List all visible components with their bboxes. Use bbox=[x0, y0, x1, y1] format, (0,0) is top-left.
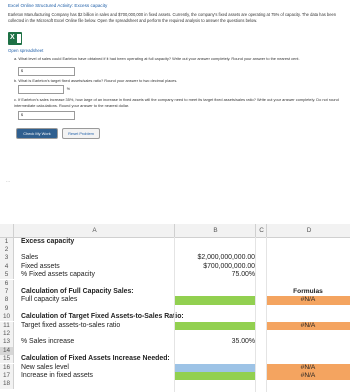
cell-a[interactable]: Calculation of Target Fixed Assets-to-Sales Ratio: bbox=[21, 313, 184, 321]
reset-problem-button[interactable]: Reset Problem bbox=[62, 128, 100, 139]
cell-d[interactable] bbox=[266, 263, 350, 271]
cell-a[interactable]: Full capacity sales bbox=[21, 296, 78, 304]
sheet-row bbox=[0, 288, 350, 296]
answer-b-suffix: % bbox=[66, 86, 70, 91]
cell-b[interactable] bbox=[174, 246, 255, 254]
cell-d[interactable] bbox=[266, 238, 350, 246]
cell-b[interactable] bbox=[174, 380, 255, 388]
row-number[interactable]: 2 bbox=[0, 246, 14, 254]
cell-b[interactable] bbox=[174, 238, 255, 246]
row-number[interactable]: 10 bbox=[0, 313, 14, 321]
cell-b[interactable] bbox=[174, 296, 255, 304]
grid-line bbox=[266, 237, 267, 392]
cell-b[interactable] bbox=[174, 288, 255, 296]
cell-d[interactable] bbox=[266, 338, 350, 346]
row-number[interactable]: 1 bbox=[0, 238, 14, 246]
row-number[interactable]: 16 bbox=[0, 364, 14, 372]
cell-b[interactable]: 75.00% bbox=[231, 271, 255, 279]
sheet-row bbox=[0, 372, 350, 380]
cell-a[interactable]: Fixed assets bbox=[21, 262, 60, 270]
answer-b-input[interactable] bbox=[18, 85, 70, 94]
row-number[interactable]: 13 bbox=[0, 338, 14, 346]
sheet-row bbox=[0, 355, 350, 363]
sheet-row bbox=[0, 305, 350, 313]
cell-d[interactable] bbox=[266, 330, 350, 338]
cell-d[interactable] bbox=[266, 355, 350, 363]
cell-b[interactable] bbox=[174, 305, 255, 313]
cell-d[interactable]: #N/A bbox=[266, 322, 350, 330]
question-a: a. What level of sales could Earleton have obtained if it had been operating at full capacity? Write out your answer completely. Round your answer to the nearest cent. bbox=[14, 56, 300, 61]
cell-b[interactable] bbox=[174, 322, 255, 330]
row-number[interactable]: 17 bbox=[0, 372, 14, 380]
cell-d[interactable] bbox=[266, 313, 350, 321]
sheet-row bbox=[0, 347, 350, 355]
column-header-a[interactable]: A bbox=[13, 224, 175, 237]
answer-c-input[interactable] bbox=[18, 111, 75, 120]
sheet-row bbox=[0, 380, 350, 388]
row-number[interactable]: 18 bbox=[0, 380, 14, 388]
answer-a-input[interactable] bbox=[18, 67, 75, 76]
cell-b[interactable] bbox=[174, 355, 255, 363]
sheet-row bbox=[0, 254, 350, 262]
row-number[interactable]: 9 bbox=[0, 305, 14, 313]
cell-a[interactable]: Excess capacity bbox=[21, 237, 75, 245]
cell-d[interactable] bbox=[266, 254, 350, 262]
excel-logo-icon[interactable]: X bbox=[8, 32, 22, 45]
cell-b[interactable] bbox=[174, 372, 255, 380]
cell-a[interactable]: Calculation of Full Capacity Sales: bbox=[21, 287, 134, 295]
column-headers bbox=[0, 224, 350, 238]
grid-line bbox=[174, 237, 175, 392]
cell-d[interactable] bbox=[266, 305, 350, 313]
cell-b[interactable] bbox=[174, 364, 255, 372]
question-c: c. If Earleton's sales increase 35%, how large of an increase in fixed assets will the company need to meet its target fixed assets/sales ratio? Write out your answer completely. Do not round intermediate calculations. Round your answer to the nearest dollar. bbox=[14, 97, 339, 108]
cell-d[interactable] bbox=[266, 347, 350, 355]
cell-a[interactable]: Target fixed assets-to-sales ratio bbox=[21, 321, 121, 329]
breadcrumb[interactable]: Excel Online Structured Activity: Excess capacity bbox=[8, 3, 108, 8]
cell-a[interactable]: Sales bbox=[21, 254, 39, 262]
row-number[interactable]: 15 bbox=[0, 355, 14, 363]
cell-b[interactable] bbox=[174, 330, 255, 338]
sheet-row bbox=[0, 280, 350, 288]
cell-b[interactable]: 35.00% bbox=[231, 338, 255, 346]
cell-a[interactable]: Calculation of Fixed Assets Increase Needed: bbox=[21, 355, 170, 363]
column-header-d[interactable]: D bbox=[266, 224, 350, 237]
answer-c-prefix: $ bbox=[21, 112, 23, 117]
row-number[interactable]: 8 bbox=[0, 296, 14, 304]
sheet-row bbox=[0, 246, 350, 254]
problem-panel bbox=[0, 0, 350, 190]
sheet-row bbox=[0, 263, 350, 271]
cell-d[interactable] bbox=[266, 271, 350, 279]
cell-a[interactable]: % Sales increase bbox=[21, 338, 75, 346]
cell-b[interactable] bbox=[174, 280, 255, 288]
row-number[interactable]: 7 bbox=[0, 288, 14, 296]
grid-line bbox=[255, 237, 256, 392]
sheet-row bbox=[0, 338, 350, 346]
sheet-row bbox=[0, 296, 350, 304]
cell-a[interactable]: % Fixed assets capacity bbox=[21, 271, 95, 279]
cell-d[interactable]: #N/A bbox=[266, 372, 350, 380]
cell-d[interactable] bbox=[266, 246, 350, 254]
sheet-row bbox=[0, 330, 350, 338]
cell-d[interactable]: Formulas bbox=[293, 287, 323, 295]
question-b: b. What is Earleton's target fixed assets/sales ratio? Round your answer to two decimal places. bbox=[14, 78, 178, 83]
sheet-row bbox=[0, 271, 350, 279]
cell-b[interactable] bbox=[174, 313, 255, 321]
row-number[interactable]: 11 bbox=[0, 322, 14, 330]
row-number[interactable]: 5 bbox=[0, 271, 14, 279]
check-my-work-button[interactable]: Check My Work bbox=[16, 128, 58, 139]
problem-intro: Earleton Manufacturing Company has $2 billion in sales and $700,000,000 in fixed assets. Currently, the company's fixed assets are operating at 75% of capacity. The data has been collected in the Microsoft Excel Online file below. Open the spreadsheet and perform the required analysis to answer the questions below. bbox=[8, 12, 337, 23]
cell-a[interactable]: New sales level bbox=[21, 363, 69, 371]
row-number[interactable]: 14 bbox=[0, 347, 14, 355]
cell-d[interactable] bbox=[266, 380, 350, 388]
ellipsis: ... bbox=[6, 178, 11, 184]
sheet-row bbox=[0, 238, 350, 246]
open-spreadsheet-link[interactable]: Open spreadsheet bbox=[8, 48, 44, 53]
column-header-c[interactable]: C bbox=[255, 224, 267, 237]
cell-b[interactable] bbox=[174, 347, 255, 355]
sheet-row bbox=[0, 364, 350, 372]
cell-d[interactable]: #N/A bbox=[266, 296, 350, 304]
row-number[interactable]: 3 bbox=[0, 254, 14, 262]
cell-b[interactable]: $2,000,000,000.00 bbox=[197, 254, 255, 262]
row-number[interactable]: 6 bbox=[0, 280, 14, 288]
cell-d[interactable]: #N/A bbox=[266, 364, 350, 372]
row-number[interactable]: 4 bbox=[0, 263, 14, 271]
cell-b[interactable]: $700,000,000.00 bbox=[203, 262, 255, 270]
sheet-row bbox=[0, 322, 350, 330]
column-header-b[interactable]: B bbox=[174, 224, 256, 237]
sheet-row bbox=[0, 313, 350, 321]
cell-d[interactable] bbox=[266, 280, 350, 288]
cell-a[interactable]: Increase in fixed assets bbox=[21, 371, 94, 379]
row-number[interactable]: 12 bbox=[0, 330, 14, 338]
answer-a-prefix: $ bbox=[21, 68, 23, 73]
